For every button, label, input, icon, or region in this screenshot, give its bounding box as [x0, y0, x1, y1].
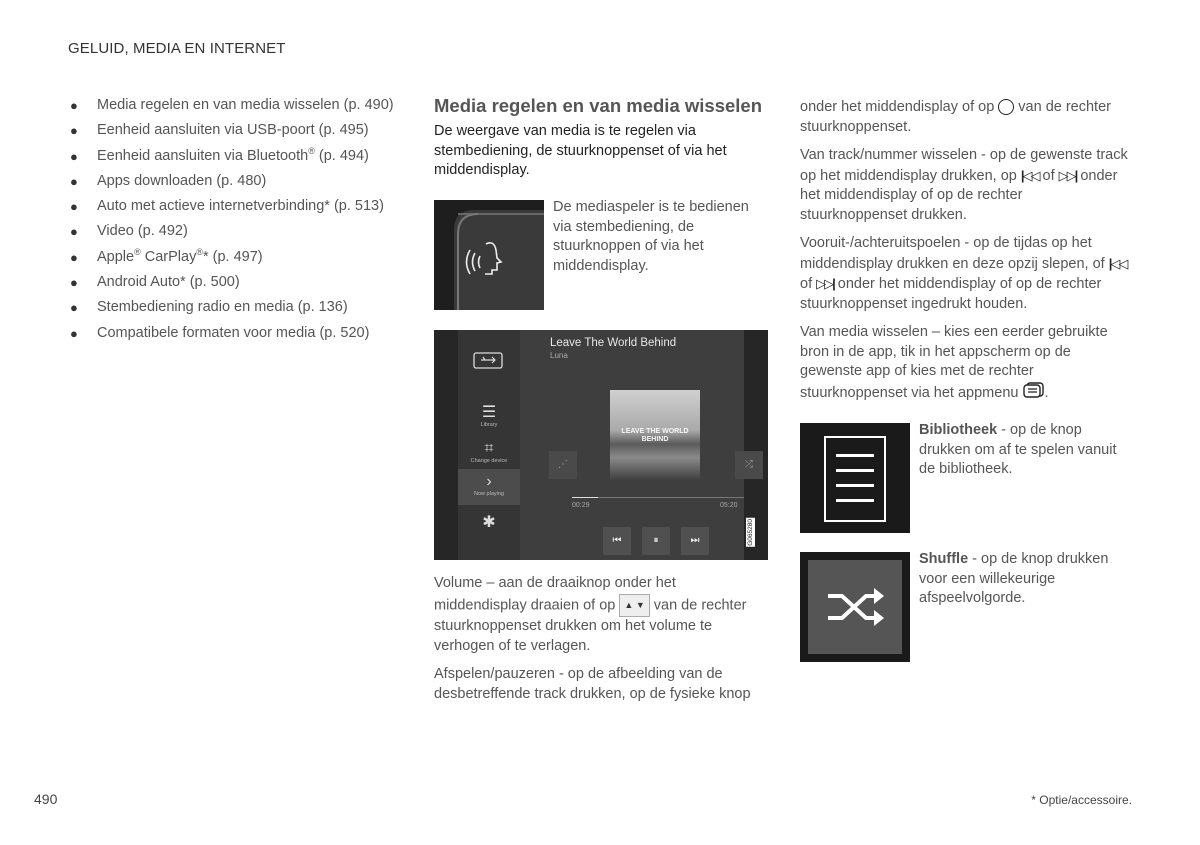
list-item[interactable]: ● Compatibele formaten voor media (p. 520): [70, 324, 370, 341]
chevron-right-icon: ›: [486, 473, 492, 490]
track-title: Leave The World Behind: [550, 337, 677, 349]
previous-track-icon[interactable]: ⏮: [603, 527, 631, 555]
related-topics-list: [68, 96, 398, 349]
main-section: [434, 96, 769, 181]
list-item[interactable]: ● Stembediening radio en media (p. 136): [70, 299, 348, 316]
prev-placeholder: ⋰: [549, 451, 577, 479]
list-item[interactable]: ● Apps downloaden (p. 480): [70, 172, 267, 189]
list-item[interactable]: ● Media regelen en van media wisselen (p. 490): [70, 97, 394, 113]
intro-text: De weergave van media is te regelen via stembediening, de stuurknoppenset of via het middendisplay.: [434, 123, 727, 178]
shuffle-term: Shuffle: [919, 551, 969, 567]
library-item[interactable]: ☰ Library: [458, 404, 520, 428]
list-item[interactable]: ● Android Auto* (p. 500): [70, 274, 240, 291]
media-sidebar: [458, 330, 520, 560]
bluetooth-source-icon[interactable]: ✱: [482, 514, 496, 531]
rewind-icon: |◁◁: [1108, 255, 1127, 271]
voice-icon: [434, 200, 544, 310]
time-total: 05:20: [720, 502, 738, 509]
footnote: * Optie/accessoire.: [1031, 793, 1132, 807]
change-device-item[interactable]: ⌗ Change device: [458, 440, 520, 464]
center-display-image: [434, 330, 768, 560]
right-column: onder het middendisplay of op van de rechter stuurknoppenset. Van track/nummer wisselen - op de gewenste track op het middendisplay drukken, op |◁◁ of ▷▷| onder het middendisplay of op de rechter stuurknoppenset drukken. Vooruit-/achteruitspoelen - op de tijdas op het middendisplay drukken en deze opzij slepen, of |◁◁ of ▷▷| onder het middendisplay of op de rechter stuurknoppenset ingedrukt houden. Van media wisselen – kies een eerder gebruikte bron in de app, tik in het appscherm op de gewenste app of kies met de rechter stuurknoppenset via het appmenu .: [800, 98, 1130, 413]
shuffle-icon: [808, 560, 902, 654]
next-track-icon[interactable]: ⏭: [681, 527, 709, 555]
album-art[interactable]: LEAVE THE WORLD BEHIND: [610, 390, 700, 480]
list-item[interactable]: ● Eenheid aansluiten via Bluetooth® (p. 494): [70, 145, 369, 164]
voice-control-button-image: [434, 200, 544, 310]
shuffle-description: Shuffle - op de knop drukken voor een willekeurige afspeelvolgorde.: [919, 551, 1109, 606]
play-pause-paragraph: Afspelen/pauzeren - op de afbeelding van de desbetreffende track drukken, op de fysieke knop: [434, 666, 751, 702]
shuffle-icon[interactable]: ⤮: [735, 451, 763, 479]
page-number: 490: [34, 791, 58, 807]
usb-source-icon[interactable]: [458, 350, 520, 372]
section-header: GELUID, MEDIA EN INTERNET: [68, 40, 286, 57]
voice-caption: De mediaspeler is te bedienen via stembediening, de stuurknoppen of via het middendisplay.: [553, 199, 749, 274]
change-device-icon: ⌗: [484, 440, 494, 457]
pause-icon[interactable]: ⏸: [642, 527, 670, 555]
section-title: Media regelen en van media wisselen: [434, 95, 762, 116]
library-button-image: [800, 423, 910, 533]
progress-bar[interactable]: [572, 497, 744, 498]
fast-forward-icon: ▷▷|: [816, 276, 834, 291]
library-term: Bibliotheek: [919, 422, 998, 438]
list-item[interactable]: ● Video (p. 492): [70, 223, 188, 240]
volume-paragraph: Volume – aan de draaiknop onder het middendisplay draaien of op ▲ ▼ van de rechter stuurknoppenset drukken om het volume te verhogen of te verlagen. Afspelen/pauzeren - op de afbeelding van de desbetreffende track drukken, op de fysieke knop: [434, 574, 769, 704]
list-item[interactable]: ● Apple® CarPlay®* (p. 497): [70, 246, 263, 265]
track-artist: Luna: [550, 351, 568, 360]
time-elapsed: 00:29: [572, 502, 590, 509]
next-track-icon: ▷▷|: [1058, 167, 1077, 183]
volume-keys-icon: ▲ ▼: [619, 594, 649, 618]
list-item[interactable]: ● Eenheid aansluiten via USB-poort (p. 495): [70, 122, 369, 139]
app-menu-icon: [1023, 382, 1045, 405]
now-playing-item[interactable]: › Now playing: [458, 469, 520, 505]
circle-button-icon: [998, 99, 1014, 115]
library-description: Bibliotheek - op de knop drukken om af te spelen vanuit de bibliotheek.: [919, 422, 1117, 477]
image-code: G065280: [747, 519, 754, 546]
previous-track-icon: |◁◁: [1020, 167, 1039, 183]
library-icon: ☰: [481, 404, 497, 421]
shuffle-button-image: [800, 552, 910, 662]
library-icon: [824, 436, 886, 522]
list-item[interactable]: ● Auto met actieve internetverbinding* (p. 513): [70, 198, 384, 215]
